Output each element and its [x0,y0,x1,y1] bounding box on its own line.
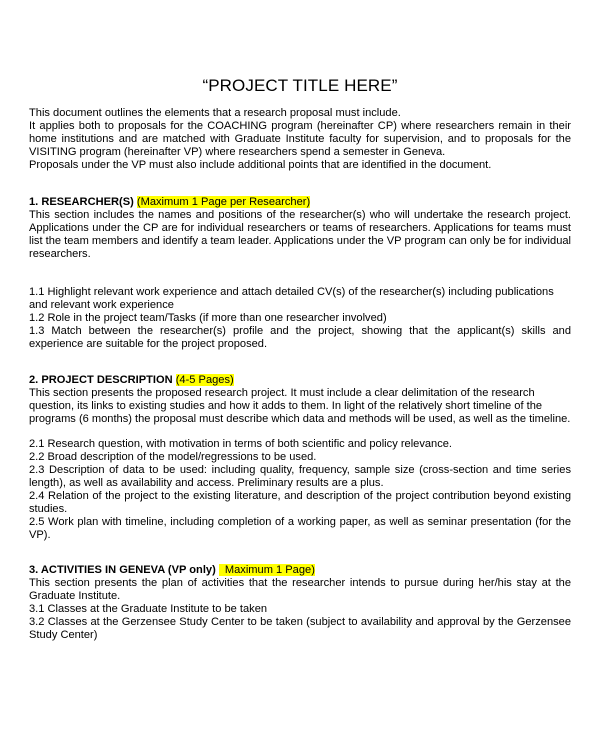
section-activities-geneva [29,564,571,642]
list-item: 3.2 Classes at the Gerzensee Study Center to be taken (subject to availability and approval by the Gerzensee Study Center) [29,616,571,641]
section-project-description-items [29,438,571,542]
list-item: 1.3 Match between the researcher(s) profile and the project, showing that the applicant(s) skills and experience are suitable for the project proposed. [29,325,571,350]
section-heading-text: 2. PROJECT DESCRIPTION [29,374,173,386]
section-heading [29,564,571,577]
intro-line: This document outlines the elements that a research proposal must include. [29,107,401,119]
section-heading-text: 3. ACTIVITIES IN GENEVA (VP only) [29,564,216,576]
list-item: 3.1 Classes at the Graduate Institute to be taken [29,603,268,615]
list-item: 1.2 Role in the project team/Tasks (if more than one researcher involved) [29,312,387,324]
section-body: This section includes the names and positions of the researcher(s) who will undertake the research project. Applications under the CP are for individual researchers or teams of researchers. Applications for teams must list the team members and identify a team leader. Applications under the VP program can only be for individual researchers. [29,209,571,260]
section-heading-text: 1. RESEARCHER(S) [29,196,134,208]
section-heading [29,196,571,209]
list-item: 2.5 Work plan with timeline, including completion of a working paper, as well as seminar presentation (for the VP). [29,516,571,541]
section-body: This section presents the proposed research project. It must include a clear delimitation of the research question, its links to existing studies and how it adds to them. In light of the relatively short timeline of the programs (6 months) the proposal must describe which data and methods will be used, as well as the timeline. [29,387,571,425]
list-item: 2.1 Research question, with motivation in terms of both scientific and policy relevance. [29,438,453,450]
intro-last-line: Proposals under the VP must also include additional points that are identified in the document. [29,159,492,171]
page-limit-highlight: (4-5 Pages) [175,374,234,386]
page-limit-highlight: Maximum 1 Page) [219,564,315,576]
intro-paragraph: It applies both to proposals for the COACHING program (hereinafter CP) where researchers remain in their home institutions and are matched with Graduate Institute faculty for supervision, and to proposals for the VISITING program (hereinafter VP) where researchers spend a semester in Geneva. [29,120,571,158]
list-item: 1.1 Highlight relevant work experience and attach detailed CV(s) of the researcher(s) including publications and relevant work experience [29,286,554,311]
section-body: This section presents the plan of activities that the researcher intends to pursue during her/his stay at the Graduate Institute. [29,577,571,602]
page-limit-highlight: (Maximum 1 Page per Researcher) [136,196,311,208]
list-item: 2.2 Broad description of the model/regressions to be used. [29,451,317,463]
intro-section [29,107,571,172]
section-researchers-items [29,286,571,351]
section-researchers [29,196,571,261]
list-item: 2.4 Relation of the project to the existing literature, and description of the project contribution beyond existing studies. [29,490,571,515]
section-project-description [29,374,571,426]
list-item: 2.3 Description of data to be used: including quality, frequency, sample size (cross-section and time series length), as well as availability and access. Preliminary results are a plus. [29,464,571,489]
page-title: “PROJECT TITLE HERE” [202,76,398,95]
section-heading [29,374,571,387]
